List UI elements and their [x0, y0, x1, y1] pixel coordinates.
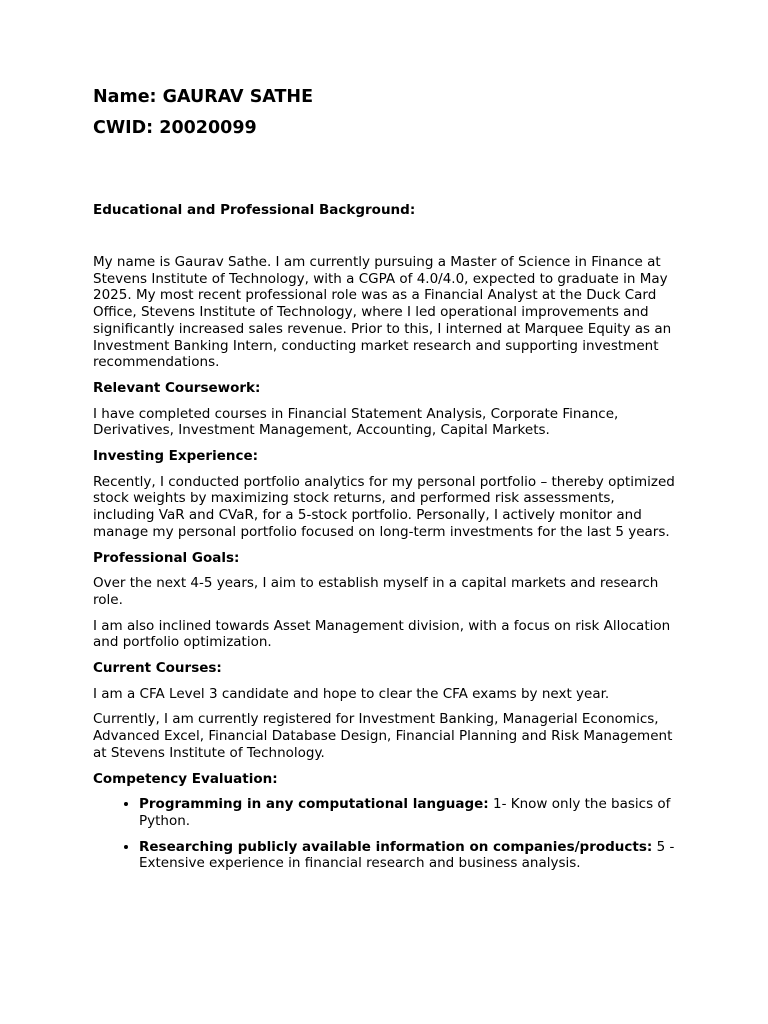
competency-text: 1- Know only the basics of Python. [139, 796, 671, 829]
courses-heading: Current Courses: [93, 660, 222, 677]
courses-paragraph-1: I am a CFA Level 3 candidate and hope to clear the CFA exams by next year. [93, 685, 610, 702]
coursework-paragraph: I have completed courses in Financial Statement Analysis, Corporate Finance, Derivatives, Investment Management, Accounting, Capital Markets. [93, 405, 619, 439]
competency-item-research [139, 839, 678, 872]
competency-label: Programming in any computational language: [139, 796, 489, 813]
coursework-heading: Relevant Coursework: [93, 379, 261, 396]
cwid-heading: CWID: 20020099 [93, 118, 257, 138]
goals-heading: Professional Goals: [93, 549, 240, 566]
goals-paragraph-2: I am also inclined towards Asset Management division, with a focus on risk Allocation and portfolio optimization. [93, 617, 671, 651]
investing-paragraph: Recently, I conducted portfolio analytics for my personal portfolio – thereby optimized stock weights by maximizing stock returns, and performed risk assessments, including VaR and CVaR, for a 5-stock portfolio. Personally, I actively monitor and manage my personal portfolio focused on long-term investments for the last 5 years. [93, 473, 675, 540]
name-heading: Name: GAURAV SATHE [93, 87, 314, 107]
background-heading: Educational and Professional Background: [93, 202, 416, 218]
competency-heading: Competency Evaluation: [93, 770, 278, 787]
background-paragraph: My name is Gaurav Sathe. I am currently pursuing a Master of Science in Finance at Stevens Institute of Technology, with a CGPA of 4.0/4.0, expected to graduate in May 2025. My most recent professional role was as a Financial Analyst at the Duck Card Office, Stevens Institute of Technology, where I led operational improvements and significantly increased sales revenue. Prior to this, I interned at Marquee Equity as an Investment Banking Intern, conducting market research and supporting investment recommendations. [93, 254, 672, 371]
competency-text: 5 - Extensive experience in financial research and business analysis. [139, 838, 675, 872]
document-body [93, 254, 678, 881]
competency-label: Researching publicly available information on companies/products: [139, 838, 653, 855]
competency-list [93, 796, 678, 872]
investing-heading: Investing Experience: [93, 448, 259, 465]
competency-item-programming [139, 796, 678, 829]
goals-paragraph-1: Over the next 4-5 years, I aim to establish myself in a capital markets and research role. [93, 575, 659, 608]
courses-paragraph-2: Currently, I am currently registered for Investment Banking, Managerial Economics, Advanced Excel, Financial Database Design, Financial Planning and Risk Management at Stevens Institute of Technology. [93, 711, 673, 761]
